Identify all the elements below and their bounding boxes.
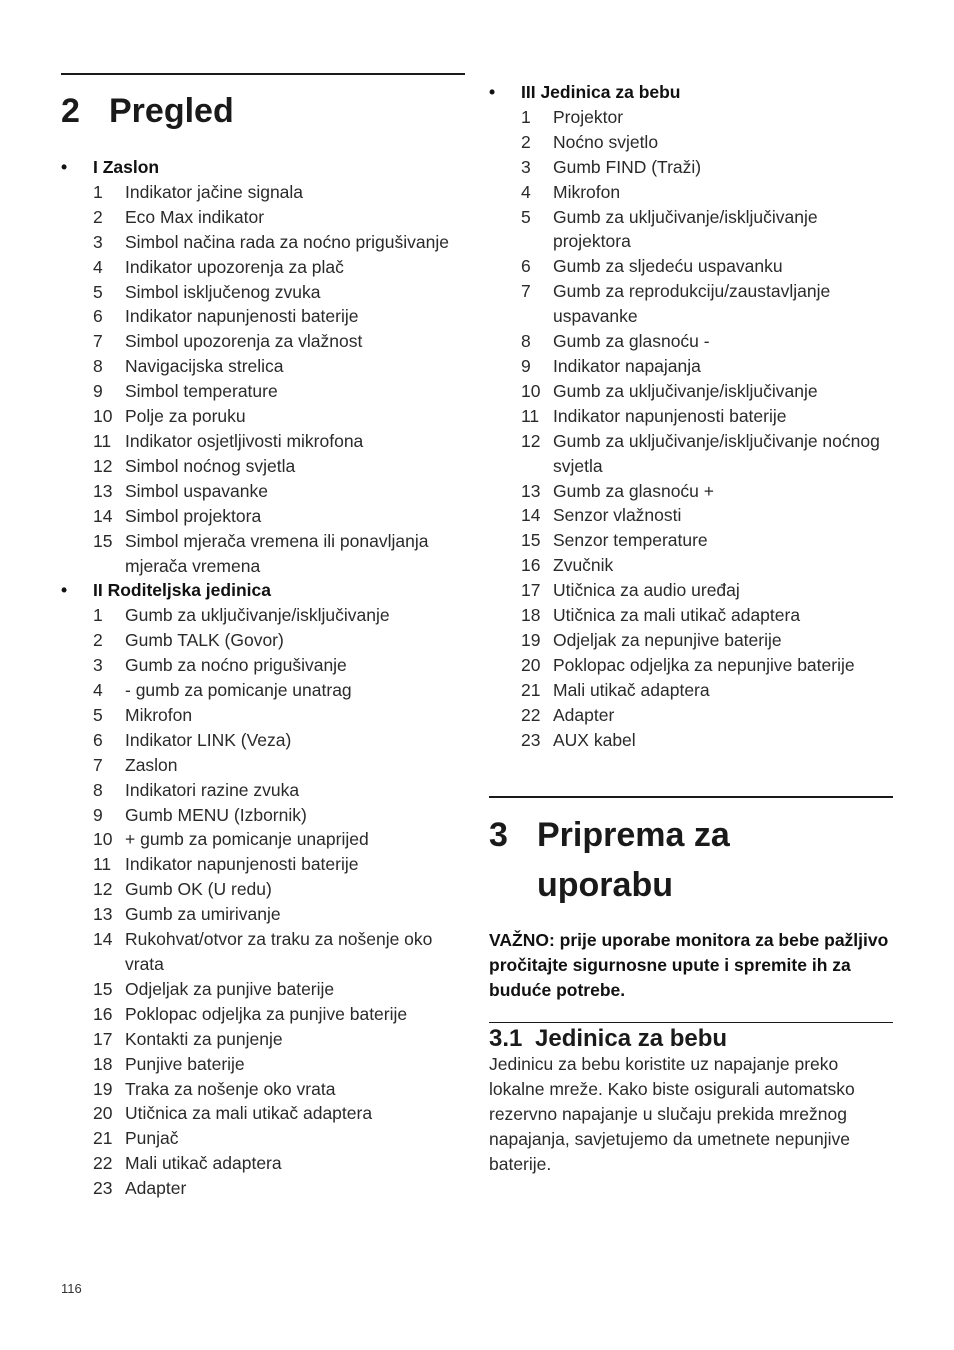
list-item — [61, 304, 465, 329]
list-item — [489, 578, 893, 603]
list-item — [61, 1176, 465, 1201]
item-number: 3 — [521, 156, 531, 177]
item-text: Simbol mjerača vremena ili ponavljanja mjerača vremena — [125, 530, 429, 576]
list-item — [489, 628, 893, 653]
item-text: Utičnica za mali utikač adaptera — [125, 1103, 373, 1124]
item-number: 11 — [93, 430, 112, 451]
list-item — [61, 1126, 465, 1151]
list-item — [61, 653, 465, 678]
item-text: Simbol isključenog zvuka — [125, 281, 321, 302]
item-text: Punjive baterije — [125, 1053, 245, 1074]
item-number: 11 — [93, 854, 112, 875]
item-text: Indikator napunjenosti baterije — [125, 854, 359, 875]
item-text: Gumb za glasnoću - — [553, 331, 710, 352]
section-heading-text: I Zaslon — [93, 157, 160, 177]
item-number: 15 — [93, 530, 113, 551]
item-text: Adapter — [553, 704, 615, 725]
item-number: 4 — [93, 680, 103, 701]
section-heading — [61, 578, 465, 603]
item-number: 8 — [93, 356, 103, 377]
item-number: 1 — [521, 106, 531, 127]
list-item — [61, 205, 465, 230]
list-item — [489, 653, 893, 678]
list-item — [61, 504, 465, 529]
chapter-rule — [61, 73, 465, 75]
section-heading — [489, 80, 893, 105]
item-number: 13 — [93, 904, 113, 925]
item-number: 6 — [93, 306, 103, 327]
list-item — [61, 977, 465, 1002]
list-item — [61, 454, 465, 479]
item-text: Gumb za uključivanje/isključivanje projektora — [553, 206, 818, 252]
chapter-number: 3 — [489, 816, 508, 854]
item-number: 4 — [521, 181, 531, 202]
list-item — [61, 728, 465, 753]
item-text: Indikatori razine zvuka — [125, 779, 300, 800]
list-item — [489, 678, 893, 703]
bullet-icon: • — [489, 82, 496, 102]
item-text: Simbol temperature — [125, 381, 278, 402]
list-item — [489, 429, 893, 479]
section-heading-text: II Roditeljska jedinica — [93, 580, 271, 601]
item-number: 8 — [93, 779, 103, 800]
item-number: 22 — [521, 704, 541, 725]
item-text: Indikator upozorenja za plač — [125, 256, 344, 277]
list-item — [61, 1101, 465, 1126]
item-text: Indikator osjetljivosti mikrofona — [125, 430, 364, 451]
item-number: 22 — [93, 1153, 113, 1174]
item-number: 5 — [93, 704, 103, 725]
item-number: 20 — [93, 1103, 113, 1124]
item-text: Gumb za reprodukciju/zaustavljanje uspavanke — [553, 281, 831, 327]
list-item — [61, 1077, 465, 1102]
list-item — [61, 927, 465, 977]
list-item — [61, 255, 465, 280]
item-text: Gumb za uključivanje/isključivanje — [125, 605, 390, 626]
subsection-number: 3.1 — [489, 1025, 523, 1052]
item-number: 13 — [521, 480, 541, 501]
list-item — [489, 130, 893, 155]
list-item — [61, 778, 465, 803]
item-number: 23 — [93, 1178, 113, 1199]
item-text: Simbol uspavanke — [125, 480, 268, 501]
item-text: Polje za poruku — [125, 406, 246, 427]
subsection-heading — [489, 1024, 727, 1054]
item-number: 18 — [93, 1053, 113, 1074]
list-item — [61, 628, 465, 653]
item-number: 13 — [93, 480, 113, 501]
item-number: 21 — [521, 679, 541, 700]
item-text: Simbol načina rada za noćno prigušivanje — [125, 231, 449, 252]
item-number: 19 — [93, 1078, 113, 1099]
list-item — [61, 280, 465, 305]
list-item — [61, 753, 465, 778]
list-item — [61, 429, 465, 454]
item-number: 7 — [521, 281, 531, 302]
item-number: 9 — [93, 381, 103, 402]
item-text: Mali utikač adaptera — [553, 679, 710, 700]
list-item — [489, 728, 893, 753]
item-text: Indikator napunjenosti baterije — [125, 306, 359, 327]
list-item — [61, 529, 465, 579]
list-item — [489, 354, 893, 379]
item-text: Gumb za glasnoću + — [553, 480, 714, 501]
list-item — [61, 902, 465, 927]
item-text: Eco Max indikator — [125, 206, 265, 227]
list-item — [489, 404, 893, 429]
item-number: 9 — [93, 804, 103, 825]
item-number: 1 — [93, 181, 103, 202]
subsection-rule — [489, 1022, 893, 1023]
item-number: 17 — [93, 1028, 113, 1049]
list-item — [489, 155, 893, 180]
list-item — [61, 1002, 465, 1027]
item-number: 12 — [93, 455, 113, 476]
item-text: Zvučnik — [553, 555, 614, 576]
item-text: Gumb FIND (Traži) — [553, 156, 702, 177]
item-number: 3 — [93, 231, 103, 252]
list-item — [489, 528, 893, 553]
item-number: 5 — [521, 206, 531, 227]
item-number: 16 — [93, 1003, 113, 1024]
item-number: 17 — [521, 580, 541, 601]
list-item — [61, 1027, 465, 1052]
item-text: Mikrofon — [553, 181, 621, 202]
list-item — [489, 553, 893, 578]
item-text: Mali utikač adaptera — [125, 1153, 282, 1174]
item-number: 14 — [521, 505, 541, 526]
item-text: - gumb za pomicanje unatrag — [125, 680, 352, 701]
list-item — [61, 803, 465, 828]
list-item — [61, 230, 465, 255]
item-text: Senzor temperature — [553, 530, 708, 551]
item-text: Kontakti za punjenje — [125, 1028, 283, 1049]
item-text: Indikator jačine signala — [125, 181, 304, 202]
item-number: 19 — [521, 629, 541, 650]
item-number: 12 — [521, 430, 541, 451]
item-number: 15 — [521, 530, 541, 551]
item-text: Gumb OK (U redu) — [125, 879, 272, 900]
list-item — [61, 180, 465, 205]
item-number: 10 — [521, 380, 541, 401]
item-number: 18 — [521, 605, 541, 626]
item-text: Gumb za uključivanje/isključivanje noćnog svjetla — [553, 430, 880, 476]
list-item — [489, 479, 893, 504]
item-number: 6 — [93, 729, 103, 750]
page-number: 116 — [61, 1281, 82, 1296]
item-number: 5 — [93, 281, 103, 302]
item-text: Utičnica za mali utikač adaptera — [553, 605, 801, 626]
item-text: Simbol upozorenja za vlažnost — [125, 331, 363, 352]
list-item — [61, 1151, 465, 1176]
bullet-icon: • — [61, 580, 68, 601]
item-text: Traka za nošenje oko vrata — [125, 1078, 336, 1099]
list-item — [489, 254, 893, 279]
chapter-number: 2 — [61, 92, 80, 130]
item-text: Utičnica za audio uređaj — [553, 580, 740, 601]
item-number: 10 — [93, 829, 113, 850]
bullet-icon: • — [61, 157, 68, 177]
item-text: Projektor — [553, 106, 624, 127]
item-text: Noćno svjetlo — [553, 131, 659, 152]
chapter-rule — [489, 796, 893, 798]
list-item — [61, 404, 465, 429]
list-item — [61, 329, 465, 354]
list-item — [61, 703, 465, 728]
overview-list — [61, 155, 465, 1201]
item-number: 2 — [521, 131, 531, 152]
item-number: 1 — [93, 605, 103, 626]
list-item — [489, 503, 893, 528]
item-text: Indikator napajanja — [553, 355, 701, 376]
item-number: 9 — [521, 355, 531, 376]
item-text: AUX kabel — [553, 729, 636, 750]
item-text: Indikator napunjenosti baterije — [553, 405, 787, 426]
item-number: 16 — [521, 555, 541, 576]
item-text: Odjeljak za punjive baterije — [125, 978, 335, 999]
item-number: 2 — [93, 630, 103, 651]
item-number: 14 — [93, 929, 113, 950]
item-text: Poklopac odjeljka za punjive baterije — [125, 1003, 408, 1024]
list-item — [489, 703, 893, 728]
item-text: Adapter — [125, 1178, 187, 1199]
chapter-title-line2: uporabu — [537, 866, 673, 904]
list-item — [61, 1052, 465, 1077]
list-item — [61, 603, 465, 628]
item-text: Gumb za noćno prigušivanje — [125, 655, 347, 676]
item-number: 10 — [93, 406, 113, 427]
item-text: Mikrofon — [125, 704, 193, 725]
section-heading-text: III Jedinica za bebu — [521, 82, 681, 102]
item-number: 20 — [521, 654, 541, 675]
item-text: Indikator LINK (Veza) — [125, 729, 292, 750]
list-item — [489, 329, 893, 354]
item-text: Gumb TALK (Govor) — [125, 630, 284, 651]
list-item — [489, 379, 893, 404]
item-number: 7 — [93, 754, 103, 775]
list-item — [61, 827, 465, 852]
list-item — [489, 205, 893, 255]
item-text: Odjeljak za nepunjive baterije — [553, 629, 782, 650]
list-item — [61, 379, 465, 404]
subsection-title: Jedinica za bebu — [535, 1025, 728, 1052]
item-text: Simbol noćnog svjetla — [125, 455, 296, 476]
list-item — [61, 877, 465, 902]
item-text: Rukohvat/otvor za traku za nošenje oko vrata — [125, 929, 433, 974]
item-text: Simbol projektora — [125, 505, 262, 526]
item-text: Navigacijska strelica — [125, 356, 284, 377]
chapter-title-line1: Priprema za — [537, 816, 730, 854]
item-number: 4 — [93, 256, 103, 277]
important-note: VAŽNO: prije uporabe monitora za bebe pažljivo pročitajte sigurnosne upute i spremite ih za buduće potrebe. — [489, 930, 889, 1000]
list-item — [489, 279, 893, 329]
list-item — [61, 852, 465, 877]
list-item — [489, 603, 893, 628]
list-item — [489, 180, 893, 205]
list-item — [61, 479, 465, 504]
item-number: 14 — [93, 505, 113, 526]
chapter-title: Pregled — [109, 92, 234, 130]
list-item — [489, 105, 893, 130]
item-number: 12 — [93, 879, 113, 900]
item-text: + gumb za pomicanje unaprijed — [125, 829, 369, 850]
item-text: Gumb MENU (Izbornik) — [125, 804, 307, 825]
item-number: 6 — [521, 256, 531, 277]
list-item — [61, 354, 465, 379]
item-number: 3 — [93, 655, 103, 676]
item-number: 21 — [93, 1128, 113, 1149]
item-text: Gumb za uključivanje/isključivanje — [553, 380, 818, 401]
item-text: Punjač — [125, 1128, 179, 1149]
item-text: Gumb za sljedeću uspavanku — [553, 256, 783, 277]
section-heading — [61, 155, 465, 180]
item-number: 15 — [93, 978, 113, 999]
item-text: Poklopac odjeljka za nepunjive baterije — [553, 654, 855, 675]
list-item — [61, 678, 465, 703]
item-text: Zaslon — [125, 754, 178, 775]
item-number: 11 — [521, 405, 540, 426]
baby-unit-list — [489, 80, 893, 752]
item-text: Senzor vlažnosti — [553, 505, 682, 526]
item-number: 2 — [93, 206, 103, 227]
item-number: 8 — [521, 331, 531, 352]
item-number: 23 — [521, 729, 541, 750]
item-number: 7 — [93, 331, 103, 352]
item-text: Gumb za umirivanje — [125, 904, 281, 925]
subsection-paragraph: Jedinicu za bebu koristite uz napajanje preko lokalne mreže. Kako biste osigurali automatsko rezervno napajanje u slučaju prekida mrežnog napajanja, savjetujemo da umetnete nepunjive baterije. — [489, 1054, 855, 1174]
